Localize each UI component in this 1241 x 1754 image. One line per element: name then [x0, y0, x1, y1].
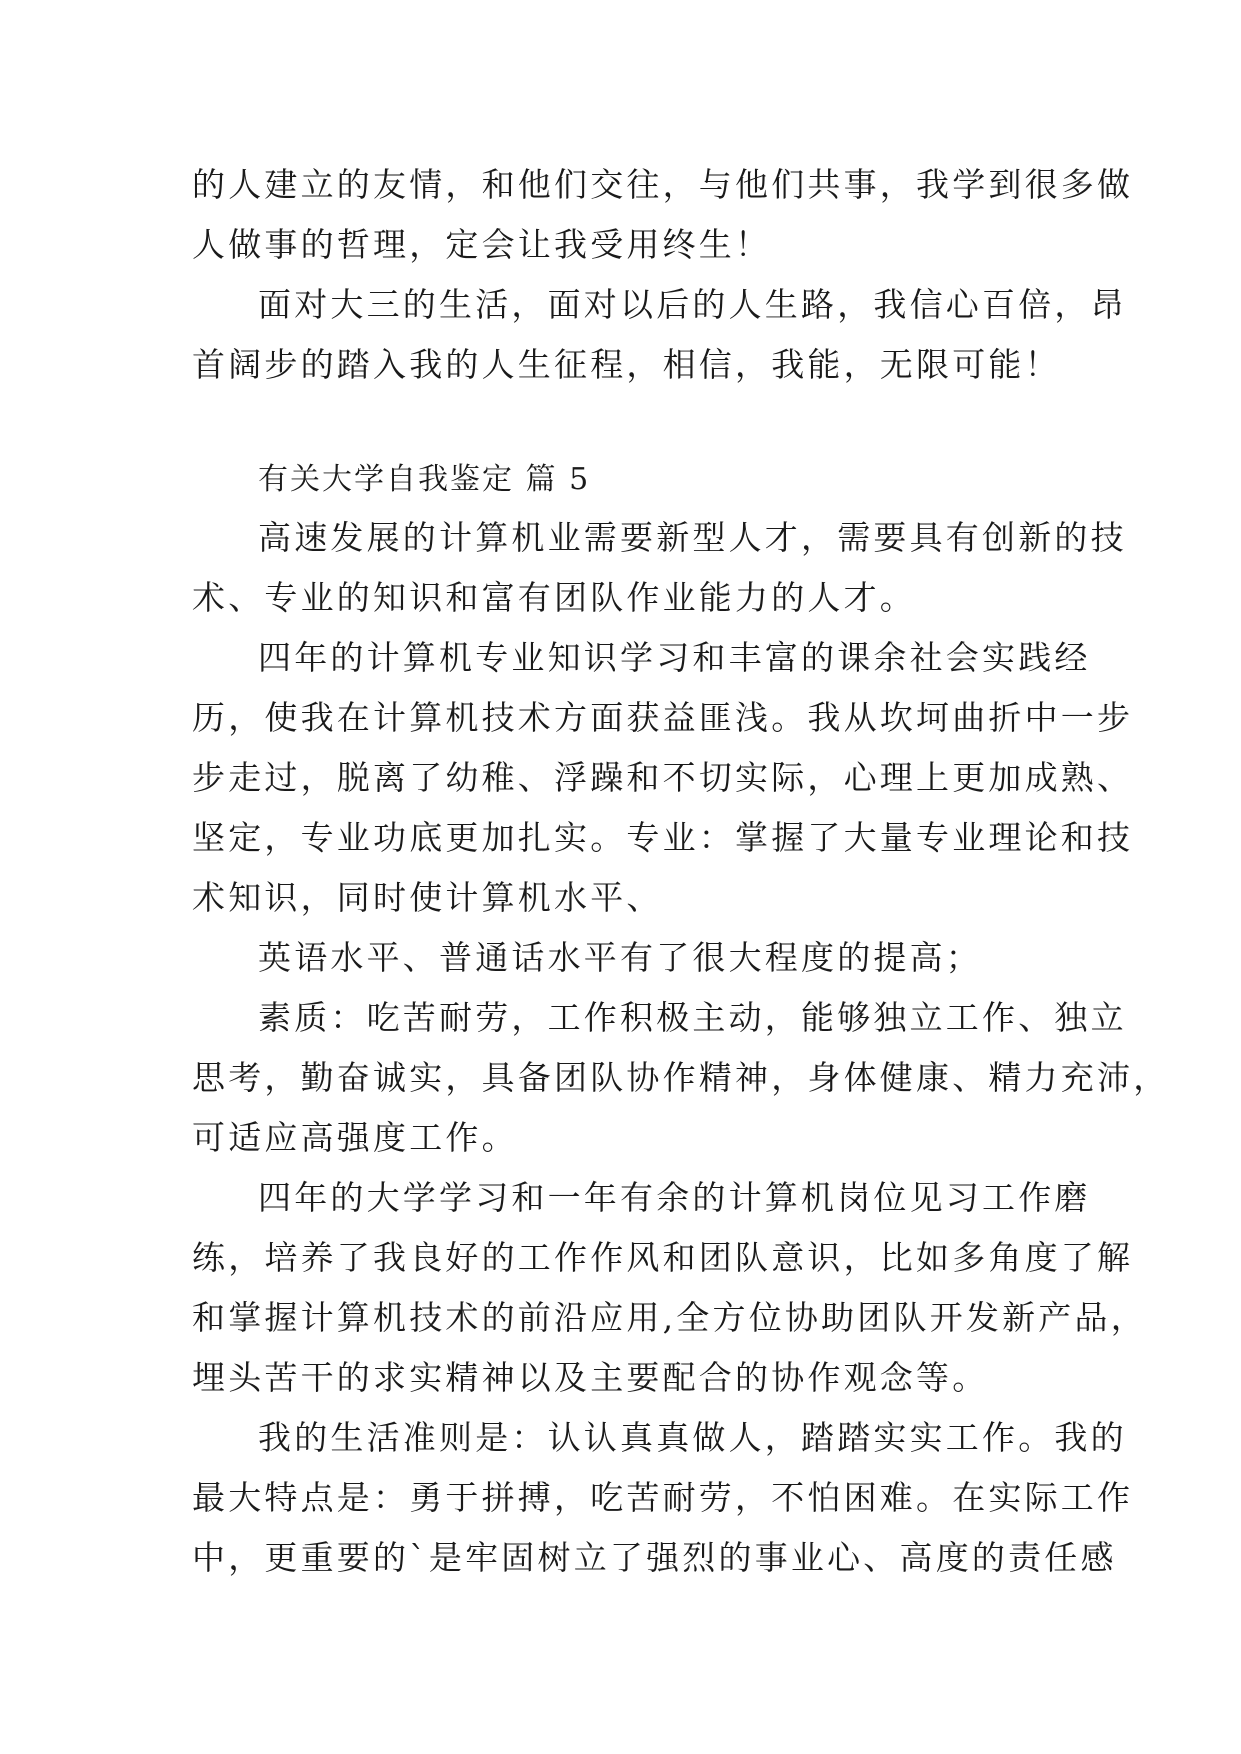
- text-line: 思考，勤奋诚实，具备团队协作精神，身体健康、精力充沛，: [192, 1058, 1170, 1097]
- text-line: 的人建立的友情，和他们交往，与他们共事，我学到很多做: [192, 165, 1134, 204]
- text-line: 四年的大学学习和一年有余的计算机岗位见习工作磨: [258, 1178, 1091, 1217]
- text-line: 英语水平、普通话水平有了很大程度的提高；: [258, 938, 982, 977]
- text-line: 人做事的哲理，定会让我受用终生！: [192, 225, 772, 264]
- text-line: 我的生活准则是：认认真真做人，踏踏实实工作。我的: [258, 1418, 1127, 1457]
- text-line: 练，培养了我良好的工作作风和团队意识，比如多角度了解: [192, 1238, 1134, 1277]
- section-heading: 有关大学自我鉴定 篇 5: [258, 462, 591, 497]
- text-line: 步走过，脱离了幼稚、浮躁和不切实际，心理上更加成熟、: [192, 758, 1134, 797]
- text-line: 埋头苦干的求实精神以及主要配合的协作观念等。: [192, 1358, 989, 1397]
- text-line: 面对大三的生活，面对以后的人生路，我信心百倍，昂: [258, 285, 1127, 324]
- text-line: 最大特点是：勇于拼搏，吃苦耐劳，不怕困难。在实际工作: [192, 1478, 1134, 1517]
- text-line: 高速发展的计算机业需要新型人才，需要具有创新的技: [258, 518, 1127, 557]
- text-line: 首阔步的踏入我的人生征程，相信，我能，无限可能！: [192, 345, 1061, 384]
- text-line: 四年的计算机专业知识学习和丰富的课余社会实践经: [258, 638, 1091, 677]
- text-line: 历，使我在计算机技术方面获益匪浅。我从坎坷曲折中一步: [192, 698, 1134, 737]
- text-line: 术知识，同时使计算机水平、: [192, 878, 663, 917]
- text-line: 和掌握计算机技术的前沿应用,全方位协助团队开发新产品，: [192, 1298, 1147, 1337]
- text-line: 坚定，专业功底更加扎实。专业：掌握了大量专业理论和技: [192, 818, 1134, 857]
- text-line: 中，更重要的`是牢固树立了强烈的事业心、高度的责任感: [192, 1538, 1117, 1577]
- text-line: 术、专业的知识和富有团队作业能力的人才。: [192, 578, 916, 617]
- text-line: 素质：吃苦耐劳，工作积极主动，能够独立工作、独立: [258, 998, 1127, 1037]
- text-line: 可适应高强度工作。: [192, 1118, 518, 1157]
